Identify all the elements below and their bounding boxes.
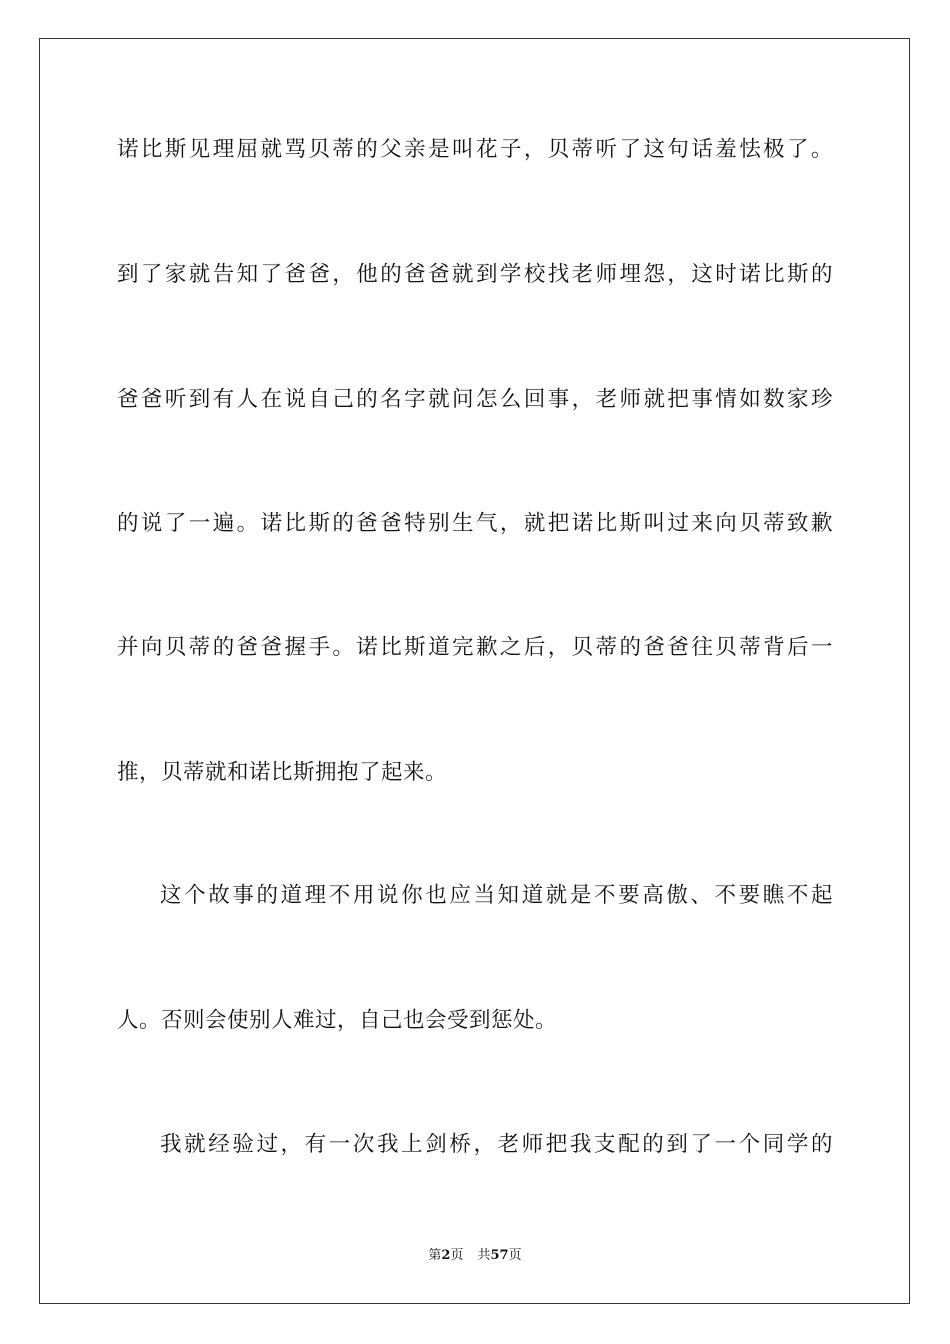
paragraph-line-4: 的说了一遍。诺比斯的爸爸特别生气，就把诺比斯叫过来向贝蒂致歉 [117,511,833,536]
paragraph-line-5: 并向贝蒂的爸爸握手。诺比斯道完歉之后，贝蒂的爸爸往贝蒂背后一 [117,635,833,660]
paragraph-line-1: 诺比斯见理屈就骂贝蒂的父亲是叫花子，贝蒂听了这句话羞怯极了。 [117,137,833,162]
paragraph-line-3: 爸爸听到有人在说自己的名字就问怎么回事，老师就把事情如数家珍 [117,387,833,412]
page-prefix: 第 [428,1248,442,1263]
paragraph-line-7: 这个故事的道理不用说你也应当知道就是不要高傲、不要瞧不起 [160,883,833,908]
total-suffix: 页 [508,1248,522,1263]
total-prefix: 共 [477,1248,491,1263]
page-current: 2 [441,1248,451,1263]
paragraph-line-9: 我就经验过，有一次我上剑桥，老师把我支配的到了一个同学的 [160,1132,833,1157]
page-suffix: 页 [450,1248,464,1263]
page-total: 57 [490,1248,509,1263]
paragraph-line-6: 推，贝蒂就和诺比斯拥抱了起来。 [117,760,448,785]
page-border [39,38,910,1304]
paragraph-line-2: 到了家就告知了爸爸，他的爸爸就到学校找老师埋怨，这时诺比斯的 [117,262,833,287]
page-footer [0,1247,950,1265]
paragraph-line-8: 人。否则会使别人难过，自己也会受到惩处。 [117,1008,558,1033]
